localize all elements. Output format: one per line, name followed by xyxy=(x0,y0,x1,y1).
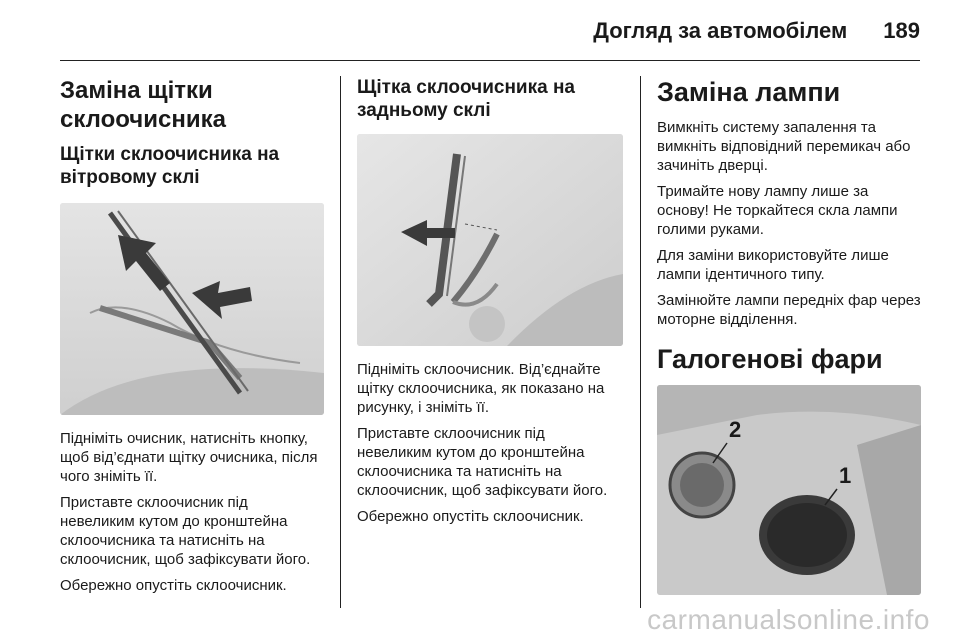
page-header xyxy=(593,18,920,44)
paragraph: Підніміть очисник, натисніть кнопку, щоб від’єднати щітку очисника, після чого зніміть її. xyxy=(60,430,318,485)
column-1 xyxy=(60,76,324,602)
watermark: carmanualsonline.info xyxy=(647,604,930,635)
paragraph: Підніміть склоочисник. Від’єднайте щітку склоочисника, як показано на рисунку, і зніміть її. xyxy=(357,361,605,416)
rear-wiper-figure xyxy=(357,134,623,346)
section-title-bulb: Заміна лампи xyxy=(657,77,841,107)
column-divider-2 xyxy=(640,76,641,608)
paragraph: Замінюйте лампи передніх фар через моторне відділення. xyxy=(657,292,921,328)
callout-2: 2 xyxy=(729,417,742,442)
column-2 xyxy=(357,76,623,533)
paragraph: Обережно опустіть склоочисник. xyxy=(357,508,584,525)
header-rule xyxy=(60,60,920,61)
subsection-title-windshield: Щітки склоочисника на вітровому склі xyxy=(60,144,280,188)
callout-1: 1 xyxy=(839,463,852,488)
paragraph: Для заміни використовуйте лише лампи ідентичного типу. xyxy=(657,247,889,283)
paragraph: Вимкніть систему запалення та вимкніть відповідний перемикач або зачиніть дверці. xyxy=(657,119,911,174)
subsection-title-rear-window: Щітка склоочисника на задньому склі xyxy=(357,77,575,121)
column-3 xyxy=(657,76,921,595)
header-title: Догляд за автомобілем xyxy=(593,18,848,43)
paragraph: Приставте склоочисник під невеликим кутом до кронштейна склоочисника та натисніть на склоочисник, щоб зафіксувати його. xyxy=(357,425,608,499)
paragraph: Приставте склоочисник під невеликим кутом до кронштейна склоочисника та натисніть на склоочисник, щоб зафіксувати його. xyxy=(60,494,311,568)
windshield-wiper-figure xyxy=(60,203,324,415)
paragraph: Обережно опустіть склоочисник. xyxy=(60,577,287,594)
column-divider-1 xyxy=(340,76,341,608)
headlamp-figure xyxy=(657,385,921,595)
section-title-wiper: Заміна щітки склоочисника xyxy=(60,77,226,133)
paragraph: Тримайте нову лампу лише за основу! Не торкайтеся скла лампи голими руками. xyxy=(657,183,898,238)
page-number: 189 xyxy=(883,18,920,43)
section-title-halogen: Галогенові фари xyxy=(657,344,883,374)
